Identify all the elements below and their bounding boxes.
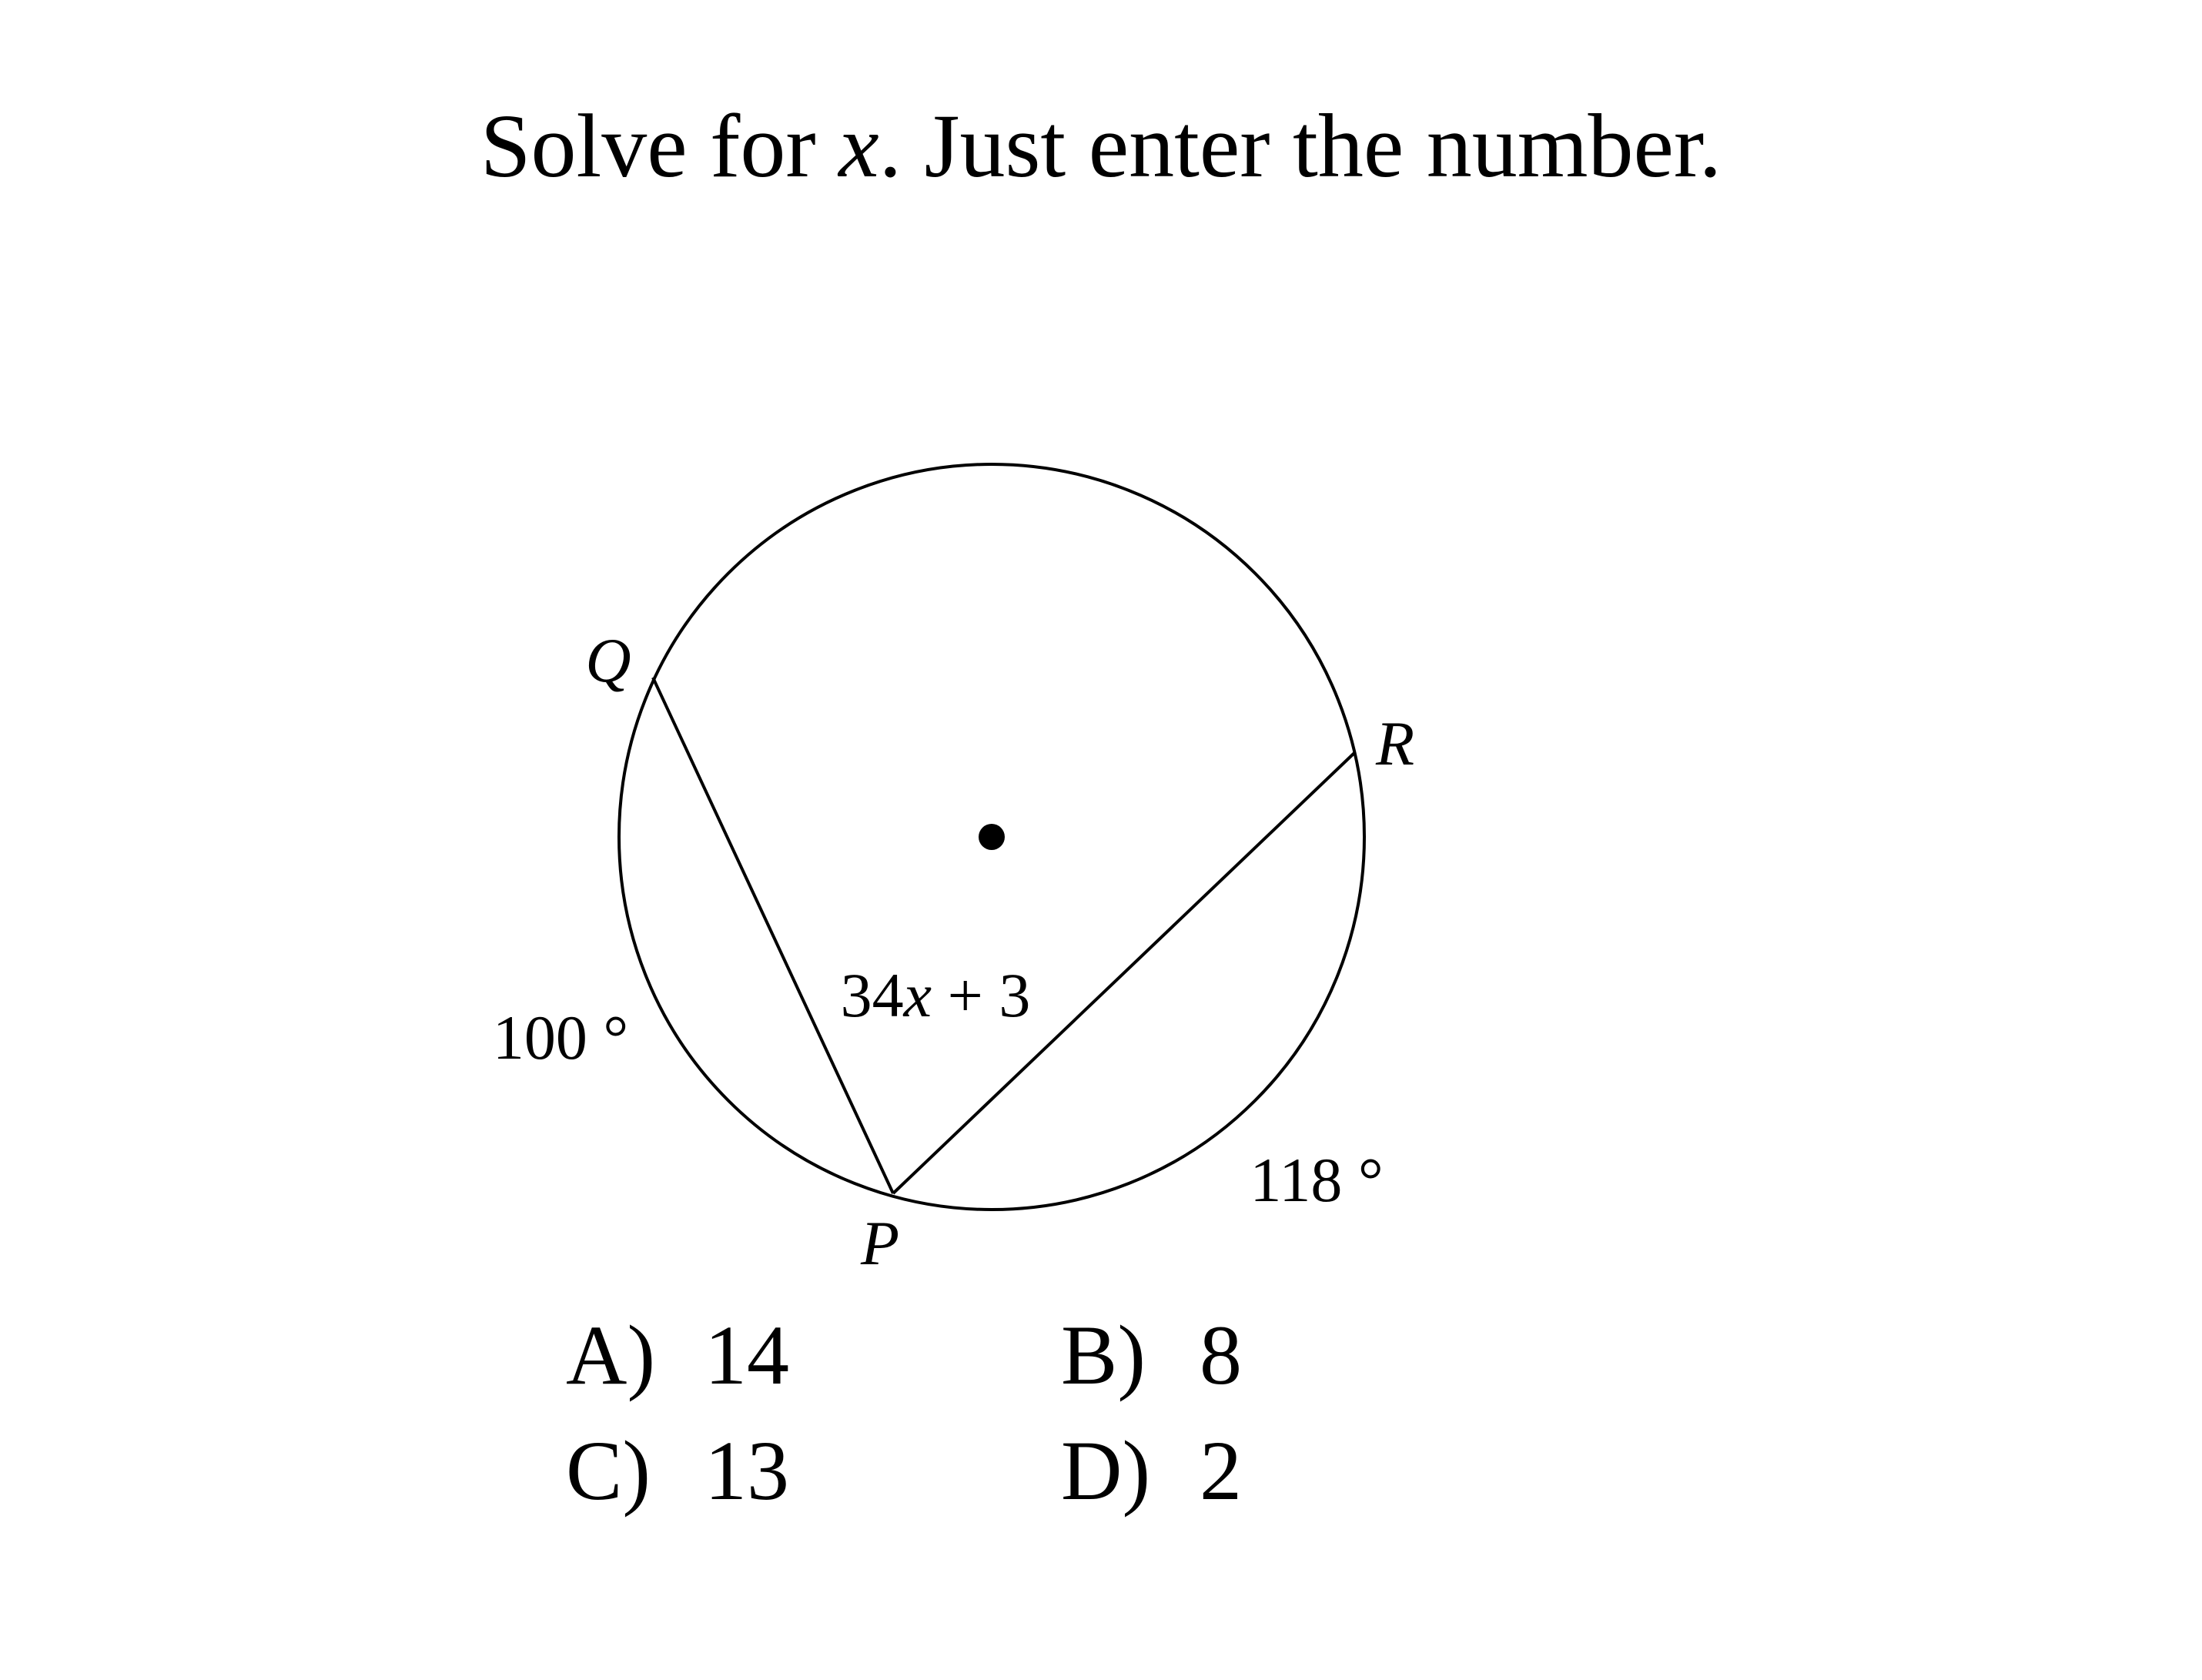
choice-d[interactable]	[1061, 1424, 1242, 1517]
choice-c-value: 13	[704, 1424, 789, 1518]
choice-a-value: 14	[704, 1308, 789, 1402]
point-label-p: P	[860, 1208, 900, 1278]
angle-label-rest: + 3	[932, 960, 1031, 1030]
choice-c[interactable]	[566, 1424, 789, 1517]
point-label-r: R	[1375, 708, 1415, 778]
choice-d-value: 2	[1200, 1424, 1242, 1518]
choice-b-letter: B)	[1061, 1308, 1146, 1402]
center-dot	[979, 824, 1005, 850]
point-label-q: Q	[585, 625, 631, 695]
angle-label-var: x	[903, 960, 932, 1030]
choice-d-letter: D)	[1061, 1424, 1151, 1518]
question-prefix: Solve for	[480, 95, 839, 196]
question-suffix: . Just enter the number.	[878, 95, 1722, 196]
choice-b[interactable]	[1061, 1309, 1242, 1401]
choice-a-letter: A)	[566, 1308, 656, 1402]
chord-pq	[653, 678, 893, 1193]
angle-label-coef: 34	[840, 960, 904, 1030]
choice-b-value: 8	[1200, 1308, 1242, 1402]
arc-label-left: 100 °	[492, 1002, 629, 1073]
choice-a[interactable]	[566, 1309, 789, 1401]
angle-label	[841, 960, 1031, 1030]
question-variable: x	[838, 95, 879, 196]
choice-c-letter: C)	[566, 1424, 651, 1518]
arc-label-right: 118 °	[1250, 1145, 1384, 1215]
